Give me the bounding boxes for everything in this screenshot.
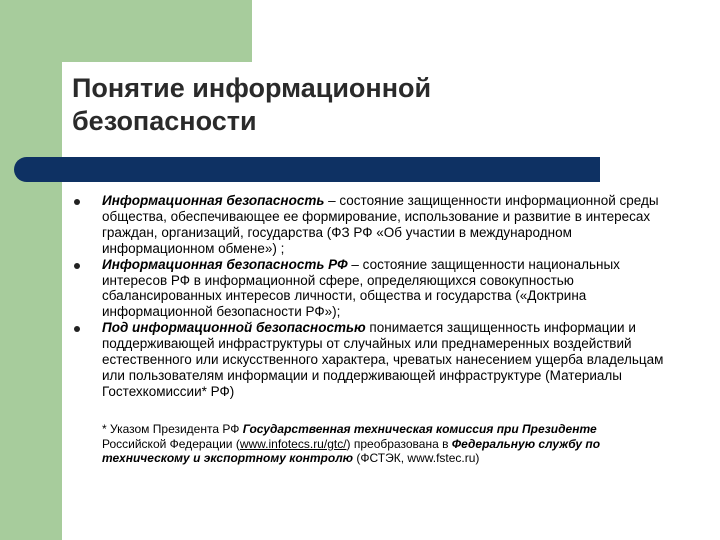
footnote-part: ) преобразована в [346, 436, 452, 451]
side-decoration [0, 0, 62, 540]
list-item [72, 193, 682, 257]
list-item [72, 257, 682, 321]
item-text: – состояние защищенности информационной среды общества, обеспечивающее ее формирование, использование и развитие в интересах граждан, организаций, государства (ФЗ РФ «Об участии в международном информационном обмене») ; [102, 193, 659, 256]
item-text: понимается защищенность информации и поддерживающей инфраструктуры от случайных или преднамеренных воздействий естественного или искусственного характера, чреватых нанесением ущерба владельцам или пользователям информации и поддерживающей инфраструктуре (Материалы Гостехкомиссии* РФ) [102, 320, 664, 399]
footnote-part: (ФСТЭК, www.fstec.ru) [353, 451, 480, 465]
footnote-org-name: Государственная техническая комиссия при Президенте [242, 422, 597, 436]
title-line-1: Понятие информационной [72, 73, 432, 103]
footnote-part: * Указом Президента РФ [102, 422, 243, 436]
item-term: Информационная безопасность РФ [102, 256, 348, 272]
footnote [102, 422, 652, 466]
footnote-service-name: Федеральную службу по техническому и экспортному контролю [102, 436, 601, 465]
list-item [72, 320, 682, 400]
item-term: Под информационной безопасностью [102, 320, 366, 336]
slide-title [72, 72, 632, 138]
divider-bar [28, 157, 600, 182]
title-line-2: безопасности [72, 106, 257, 136]
top-decoration [0, 0, 252, 62]
bullet-icon [74, 263, 80, 269]
definition-list [72, 193, 682, 400]
footnote-link[interactable]: www.infotecs.ru/gtc/ [239, 436, 347, 451]
item-term: Информационная безопасность [102, 193, 325, 208]
bullet-icon [74, 199, 80, 205]
footnote-part: Российской Федерации ( [102, 436, 240, 451]
bullet-icon [74, 326, 80, 332]
item-text: – состояние защищенности национальных интересов РФ в информационной сфере, определяющихся совокупностью сбалансированных интересов личности, общества и государства («Доктрина информационной безопасности РФ»); [102, 256, 620, 320]
